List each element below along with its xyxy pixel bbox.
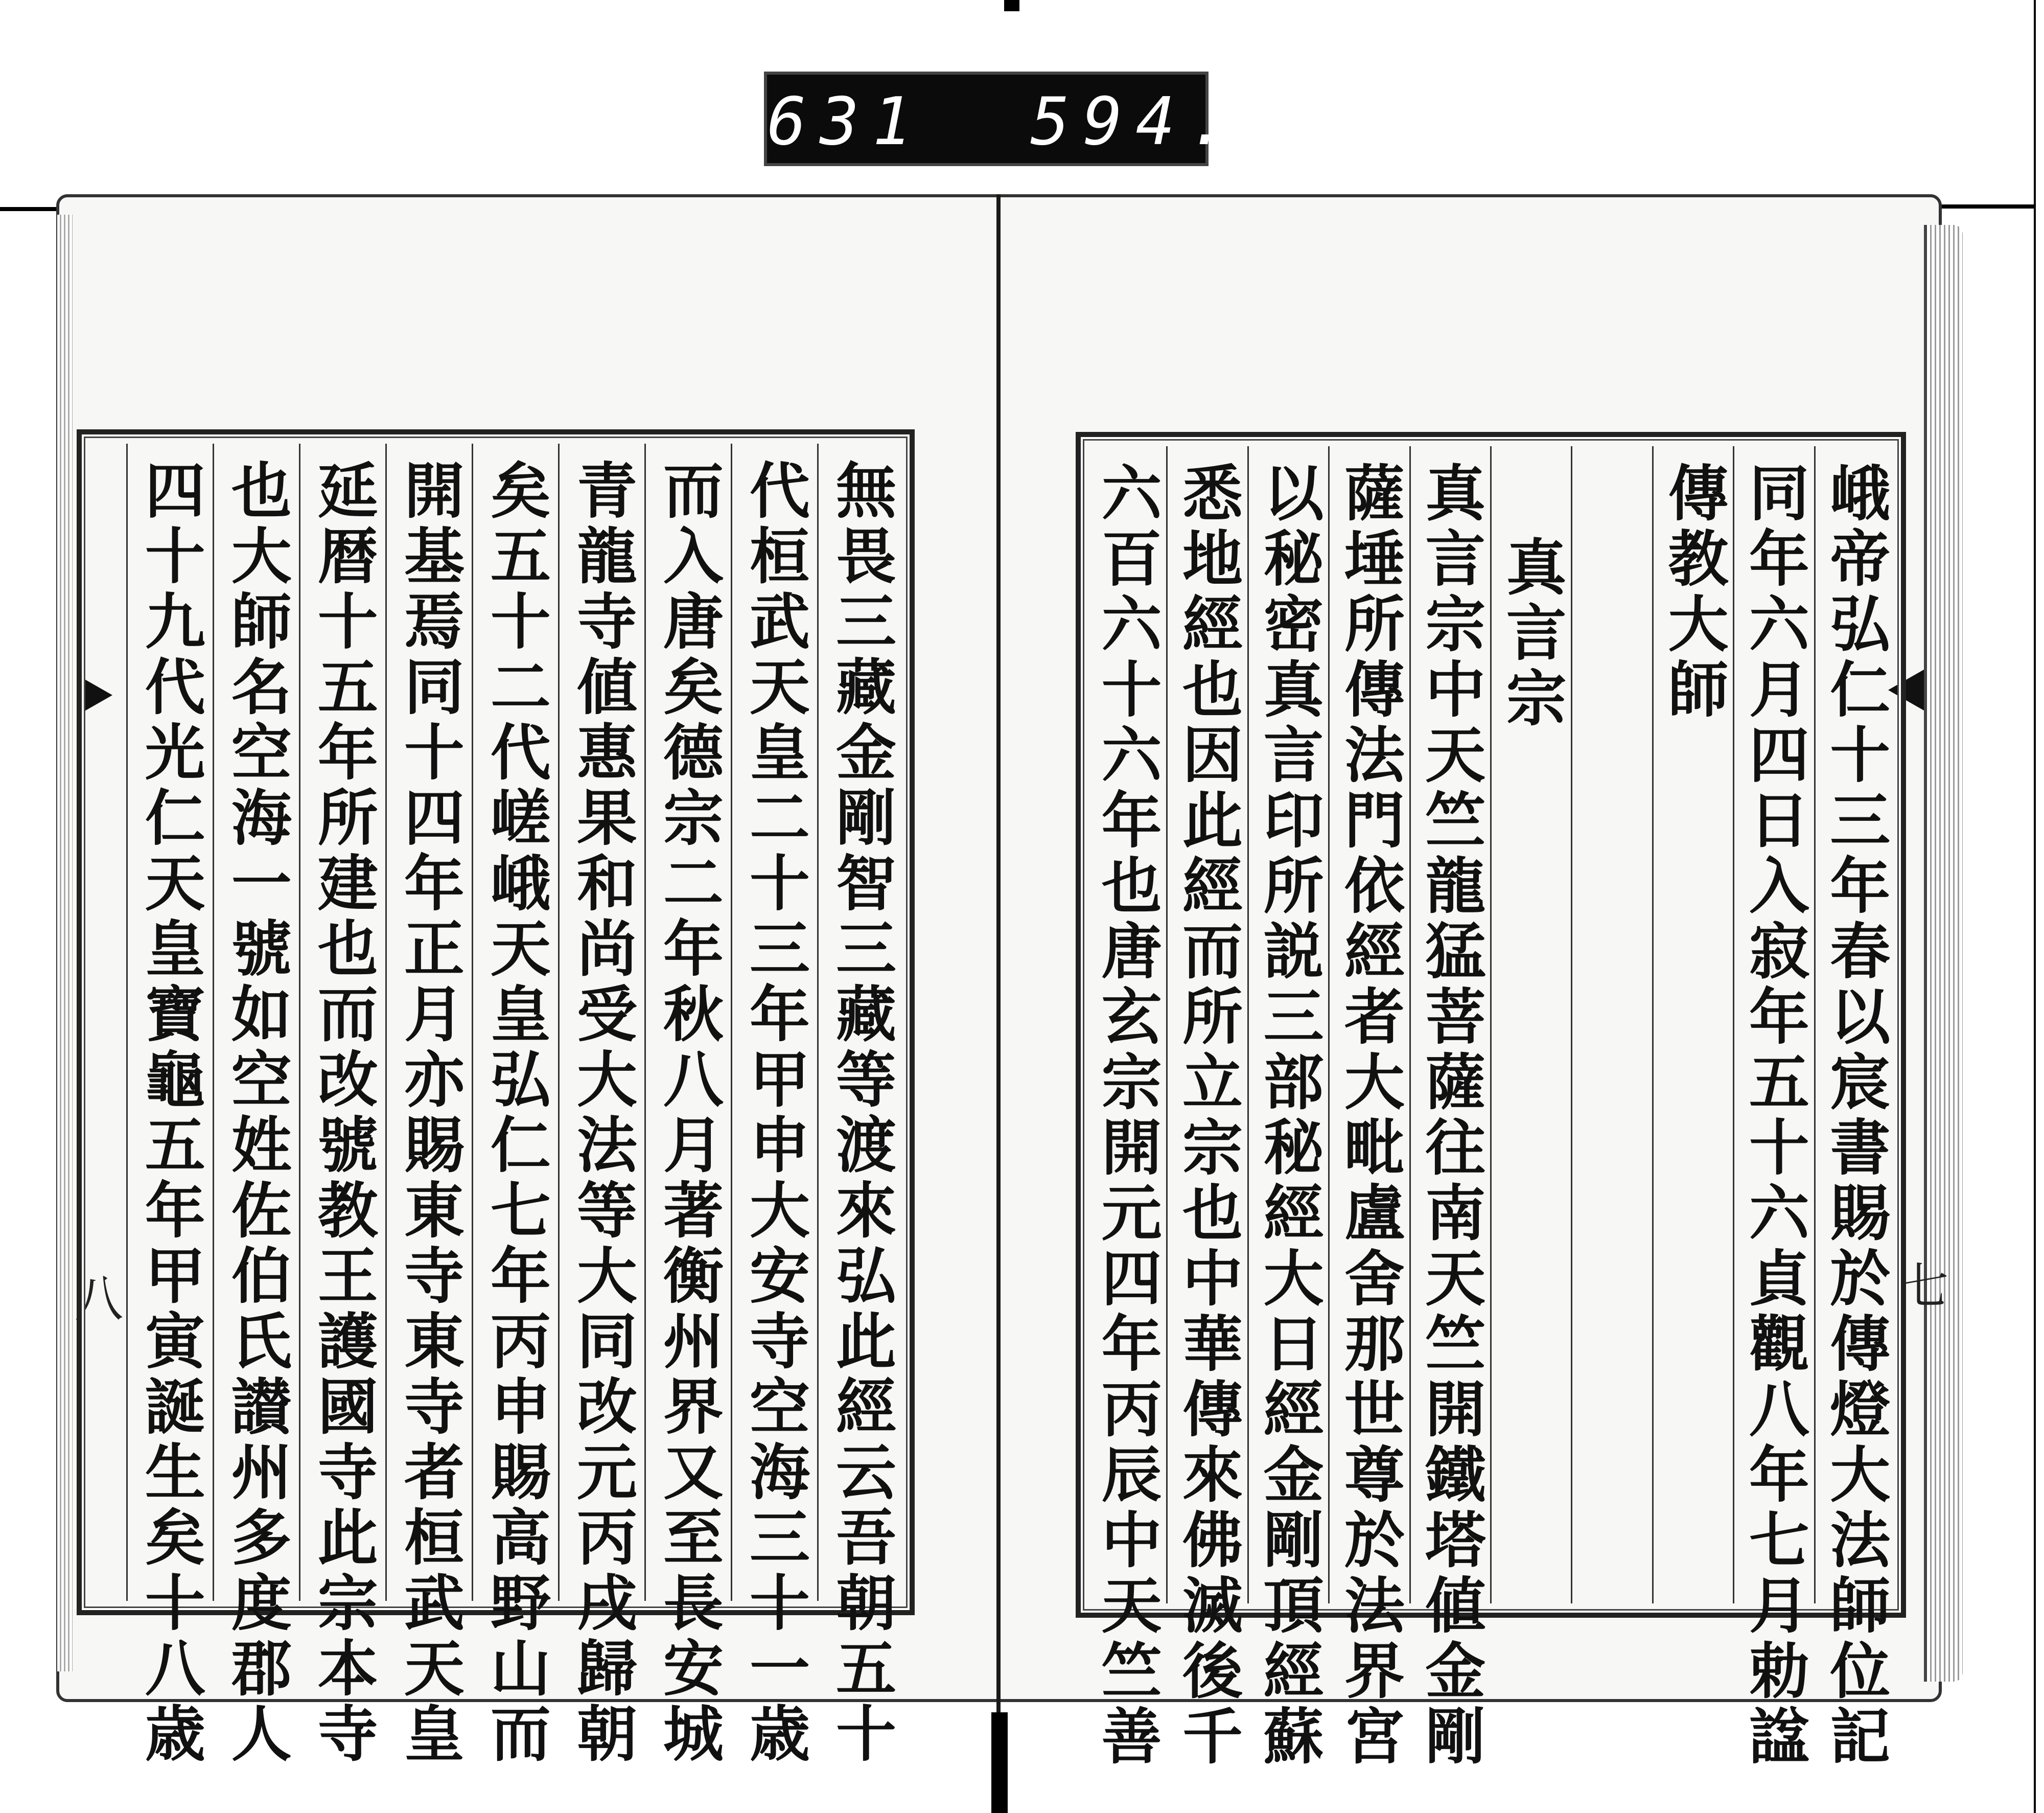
column-text: 開基焉同十四年正月亦賜東寺東寺者桓武天皇: [393, 459, 465, 1768]
column-text: 代桓武天皇二十三年甲申大安寺空海三十一歳: [739, 459, 810, 1768]
column-text: 同年六月四日入寂年五十六貞觀八年七月勅諡: [1738, 462, 1810, 1770]
text-column: [299, 444, 385, 1768]
text-column: [817, 444, 903, 1768]
column-text: 傳教大師: [1658, 462, 1729, 723]
text-column: [1247, 446, 1328, 1770]
column-text: 峨帝弘仁十三年春以宸書賜於傳燈大法師位記: [1820, 462, 1891, 1770]
column-text: 悉地經也因此經而所立宗也中華傳來佛滅後千: [1172, 462, 1244, 1770]
alignment-rule-right: [1926, 204, 2044, 209]
column-text: 六百六十六年也唐玄宗開元四年丙辰中天竺善: [1091, 462, 1163, 1770]
text-column: [385, 444, 472, 1768]
text-column: [1652, 446, 1733, 1603]
left-folio-number: 八: [66, 1273, 124, 1322]
text-column: [1328, 446, 1409, 1770]
edge-mark-right: [2034, 0, 2044, 1813]
column-text: 而入唐矣德宗二年秋八月著衡州界又至長安城: [653, 459, 724, 1768]
text-column: [1409, 446, 1490, 1770]
gutter-shadow: [991, 1712, 1008, 1813]
book-spine: [996, 194, 1001, 1804]
alignment-rule-left: [0, 207, 59, 211]
column-text: 以秘密真言印所説三部秘經大日經金剛頂經蘇: [1253, 462, 1325, 1770]
column-text: 真言宗中天竺龍猛菩薩往南天竺開鐵塔値金剛: [1415, 462, 1486, 1770]
right-page-edges: [1924, 225, 1963, 1682]
catalog-number-label: 631 594.: [764, 72, 1209, 166]
right-folio-number: 七: [1892, 1260, 1949, 1309]
column-text: 四十九代光仁天皇寶龜五年甲寅誕生矣十八歳: [134, 459, 206, 1768]
column-text: 矣五十二代嵯峨天皇弘仁七年丙申賜高野山而: [480, 459, 551, 1768]
section-heading: 真言宗: [1496, 536, 1567, 732]
column-text: 延暦十五年所建也而改號教王護國寺此宗本寺: [307, 459, 379, 1768]
text-column: [213, 444, 299, 1768]
column-text: 無畏三藏金剛智三藏等渡來弘此經云吾朝五十: [825, 459, 897, 1768]
text-column: [1733, 446, 1814, 1770]
column-text: 薩埵所傳法門依經者大毗盧舍那世尊於法界宮: [1334, 462, 1405, 1770]
column-text: 也大師名空海一號如空姓佐伯氏讃州多度郡人: [221, 459, 292, 1768]
text-column: [644, 444, 731, 1768]
text-column: [1087, 446, 1166, 1770]
left-page-text-frame: [77, 429, 915, 1768]
faded-bleed-column: [1571, 446, 1652, 1603]
text-column: [88, 444, 126, 1601]
text-column: [472, 444, 558, 1768]
left-page-edges: [57, 215, 73, 1671]
text-column: [1166, 446, 1247, 1770]
text-column: [731, 444, 817, 1768]
text-column: [126, 444, 213, 1768]
column-text: 青龍寺値惠果和尚受大法等大同改元丙戌歸朝: [566, 459, 638, 1768]
section-heading-column: [1490, 446, 1571, 1603]
top-alignment-mark: [1004, 0, 1019, 11]
text-column: [1814, 446, 1895, 1770]
right-page-text-frame: [1076, 432, 1906, 1770]
text-column: [558, 444, 644, 1768]
